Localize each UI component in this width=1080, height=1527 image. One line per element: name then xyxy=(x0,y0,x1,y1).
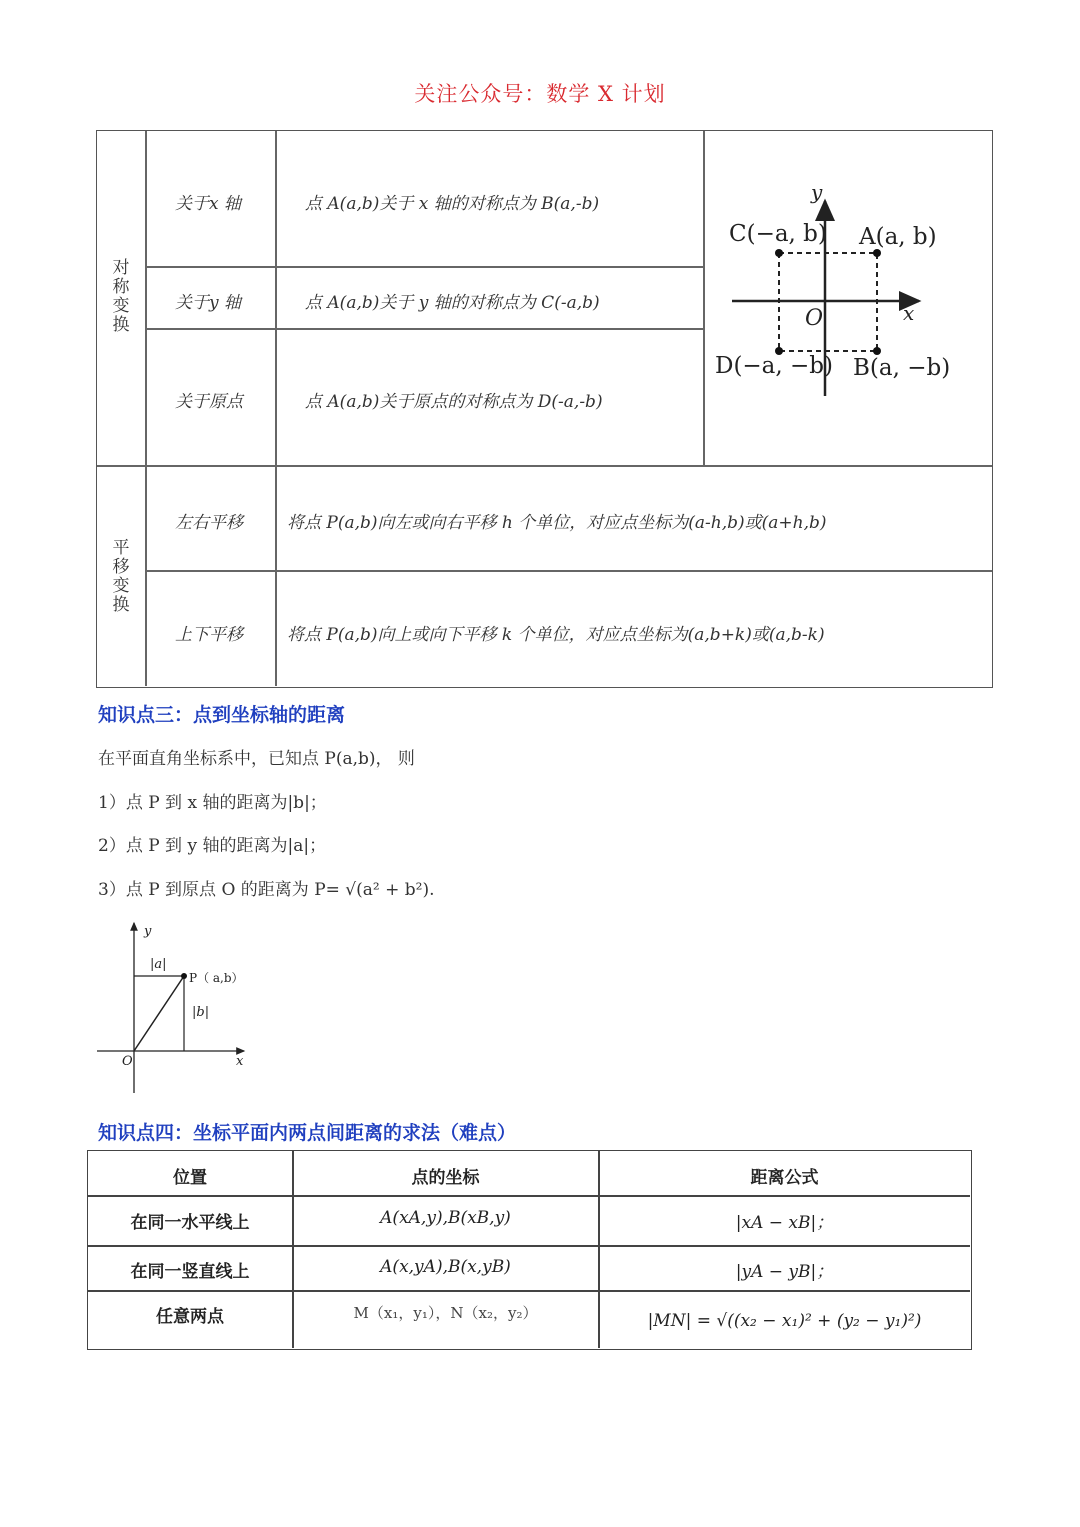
distance-diagram xyxy=(92,915,262,1100)
label-p: P（ a,b） xyxy=(189,971,244,985)
row-label-horizontal-shift: 左右平移 xyxy=(175,513,243,533)
origin-distance-line xyxy=(134,976,184,1051)
point-b xyxy=(873,347,881,355)
section3-heading: 知识点三：点到坐标轴的距离 xyxy=(98,704,346,726)
row-position-vertical: 在同一竖直线上 xyxy=(130,1262,250,1282)
row-position-any: 任意两点 xyxy=(156,1307,224,1327)
group-label-translation: 平移变换 xyxy=(112,538,130,615)
row-formula-horizontal: |xA − xB|； xyxy=(735,1213,834,1233)
row-coords-vertical: A(x,yA),B(x,yB) xyxy=(380,1257,511,1277)
column-header-formula: 距离公式 xyxy=(750,1168,819,1188)
row-label-origin: 关于原点 xyxy=(175,392,243,412)
transform-table xyxy=(96,130,993,688)
row-label-x-axis: 关于x 轴 xyxy=(175,194,241,214)
point-c xyxy=(775,249,783,257)
section3-intro: 在平面直角坐标系中，已知点 P(a,b)， 则 xyxy=(98,749,415,769)
label-y-axis: y xyxy=(811,181,823,204)
row-desc-origin: 点 A(a,b)关于原点的对称点为 D(-a,-b) xyxy=(305,392,603,412)
point-p xyxy=(181,973,187,979)
label-x: x xyxy=(236,1054,244,1069)
section3-item-1: 1）点 P 到 x 轴的距离为|b|； xyxy=(98,793,327,813)
section3-item-2: 2）点 P 到 y 轴的距离为|a|； xyxy=(98,836,327,856)
group-label-symmetry: 对称变换 xyxy=(112,258,130,335)
row-formula-vertical: |yA − yB|； xyxy=(735,1262,834,1282)
label-c: C(−a, b) xyxy=(729,221,827,247)
label-y: y xyxy=(144,924,152,939)
row-coords-horizontal: A(xA,y),B(xB,y) xyxy=(380,1208,511,1228)
row-label-vertical-shift: 上下平移 xyxy=(175,625,243,645)
label-abs-b: |b| xyxy=(192,1005,210,1020)
symmetry-diagram xyxy=(707,181,987,421)
label-b: B(a, −b) xyxy=(853,355,951,381)
row-formula-any: |MN| = √((x₂ − x₁)² + (y₂ − y₁)²) xyxy=(647,1311,922,1331)
label-d: D(−a, −b) xyxy=(715,353,833,379)
section4-heading: 知识点四：坐标平面内两点间距离的求法（难点） xyxy=(98,1122,517,1144)
label-o: O xyxy=(122,1054,133,1069)
section3-item-3: 3）点 P 到原点 O 的距离为 P= √(a² + b²). xyxy=(98,880,435,900)
page-header-title: 关注公众号：数学 X 计划 xyxy=(414,82,666,106)
label-x-axis: x xyxy=(903,301,915,325)
row-desc-x-axis: 点 A(a,b)关于 x 轴的对称点为 B(a,-b) xyxy=(305,194,600,214)
point-a xyxy=(873,249,881,257)
distance-formula-table xyxy=(87,1150,972,1350)
row-desc-vertical-shift: 将点 P(a,b)向上或向下平移 k 个单位，对应点坐标为(a,b+k)或(a,b-k) xyxy=(287,625,825,645)
label-abs-a: |a| xyxy=(150,957,167,972)
column-header-coordinates: 点的坐标 xyxy=(411,1168,480,1188)
row-coords-any: M（x₁，y₁），N（x₂，y₂） xyxy=(353,1304,538,1322)
label-origin: O xyxy=(805,306,824,331)
row-desc-horizontal-shift: 将点 P(a,b)向左或向右平移 h 个单位，对应点坐标为(a-h,b)或(a+h,b) xyxy=(287,513,827,533)
column-header-position: 位置 xyxy=(173,1168,207,1188)
row-label-y-axis: 关于y 轴 xyxy=(175,293,242,313)
row-desc-y-axis: 点 A(a,b)关于 y 轴的对称点为 C(-a,b) xyxy=(305,293,600,313)
label-a: A(a, b) xyxy=(859,224,937,250)
row-position-horizontal: 在同一水平线上 xyxy=(130,1213,250,1233)
